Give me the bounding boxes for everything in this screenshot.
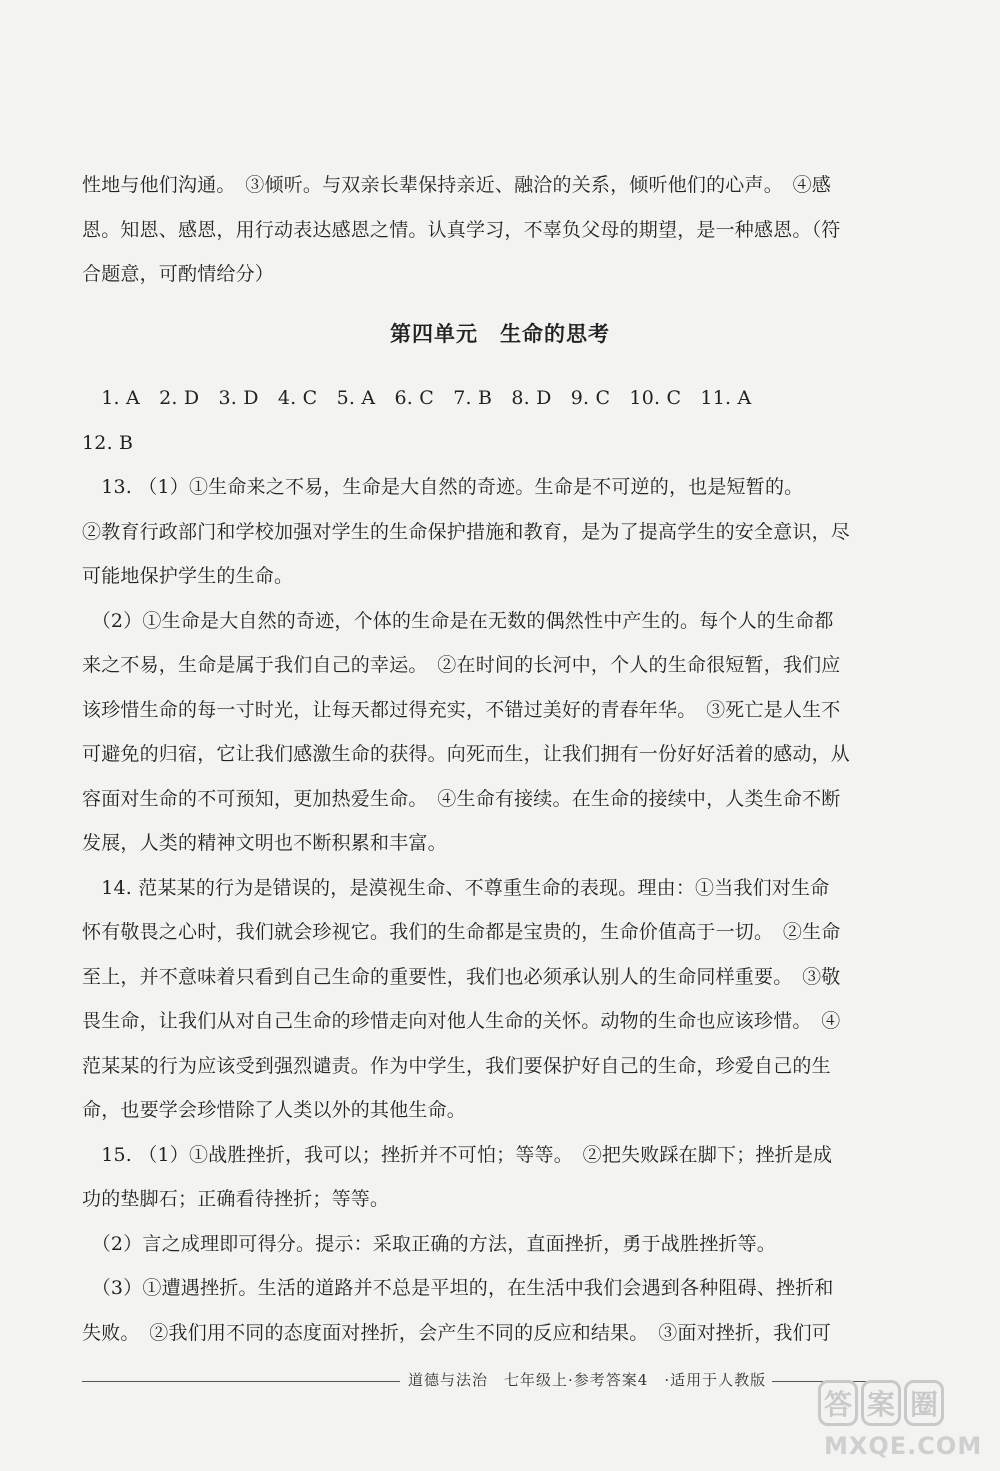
text-line: 范某某的行为应该受到强烈谴责。作为中学生，我们要保护好自己的生命，珍爱自己的生 [82, 1054, 831, 1077]
text-line: 命，也要学会珍惜除了人类以外的其他生命。 [82, 1099, 467, 1121]
text-line: 合题意，可酌情给分） [82, 263, 275, 285]
watermark [818, 1380, 990, 1462]
watermark-logo [818, 1380, 990, 1430]
text-line: 该珍惜生命的每一寸时光，让每天都过得充实，不错过美好的青春年华。 ③死亡是人生不 [82, 698, 841, 721]
text-line: 性地与他们沟通。 ③倾听。与双亲长辈保持亲近、融洽的关系，倾听他们的心声。 ④感 [82, 174, 832, 196]
text-line: 至上，并不意味着只看到自己生命的重要性，我们也必须承认别人的生命同样重要。 ③敬 [82, 965, 841, 988]
text-line: 可能地保护学生的生命。 [82, 565, 294, 587]
answer-body [82, 376, 882, 1355]
text-line: 13. （1）①生命来之不易，生命是大自然的奇迹。生命是不可逆的，也是短暂的。 [82, 476, 804, 498]
text-line: 失败。 ②我们用不同的态度面对挫折，会产生不同的反应和结果。 ③面对挫折，我们可 [82, 1321, 832, 1344]
text-line: 12. B [82, 431, 134, 454]
footer-text: 道德与法治 七年级上·参考答案4 ·适用于人教版 [408, 1371, 767, 1389]
text-line: 可避免的归宿，它让我们感激生命的获得。向死而生，让我们拥有一份好好活着的感动，从 [82, 743, 851, 765]
text-line: 14. 范某某的行为是错误的，是漠视生命、不尊重生命的表现。理由：①当我们对生命 [82, 876, 830, 899]
text-line: 畏生命，让我们从对自己生命的珍惜走向对他人生命的关怀。动物的生命也应该珍惜。 ④ [82, 1010, 841, 1032]
text-line: 15. （1）①战胜挫折，我可以；挫折并不可怕；等等。 ②把失败踩在脚下；挫折是成 [82, 1143, 833, 1166]
footer-rule-left [82, 1381, 400, 1382]
watermark-glyph: 圈 [904, 1380, 944, 1426]
text-line: 怀有敬畏之心时，我们就会珍视它。我们的生命都是宝贵的，生命价值高于一切。 ②生命 [82, 921, 841, 943]
text-line: （2）①生命是大自然的奇迹，个体的生命是在无数的偶然性中产生的。每个人的生命都 [82, 609, 834, 632]
watermark-url: MXQE.COM [824, 1432, 983, 1460]
text-line: （3）①遭遇挫折。生活的道路并不总是平坦的，在生活中我们会遇到各种阻碍、挫折和 [82, 1277, 834, 1299]
text-line: 恩。知恩、感恩，用行动表达感恩之情。认真学习，不辜负父母的期望，是一种感恩。（符 [82, 218, 841, 241]
watermark-glyph: 答 [818, 1380, 858, 1426]
page-footer [82, 1367, 882, 1395]
text-line: （2）言之成理即可得分。提示：采取正确的方法，直面挫折，勇于战胜挫折等。 [82, 1232, 776, 1255]
section-title: 第四单元 生命的思考 [390, 322, 610, 346]
text-line: 1. A 2. D 3. D 4. C 5. A 6. C 7. B 8. D 9. C 10. C 11. A [82, 387, 752, 409]
text-line: 发展，人类的精神文明也不断积累和丰富。 [82, 832, 447, 854]
text-line: ②教育行政部门和学校加强对学生的生命保护措施和教育，是为了提高学生的安全意识，尽 [82, 520, 851, 543]
text-line: 容面对生命的不可预知，更加热爱生命。 ④生命有接续。在生命的接续中，人类生命不断 [82, 787, 841, 810]
text-line: 功的垫脚石；正确看待挫折；等等。 [82, 1188, 390, 1210]
text-line: 来之不易，生命是属于我们自己的幸运。 ②在时间的长河中，个人的生命很短暂，我们应 [82, 654, 841, 676]
intro-paragraph [82, 163, 882, 297]
watermark-glyph: 案 [861, 1380, 901, 1426]
